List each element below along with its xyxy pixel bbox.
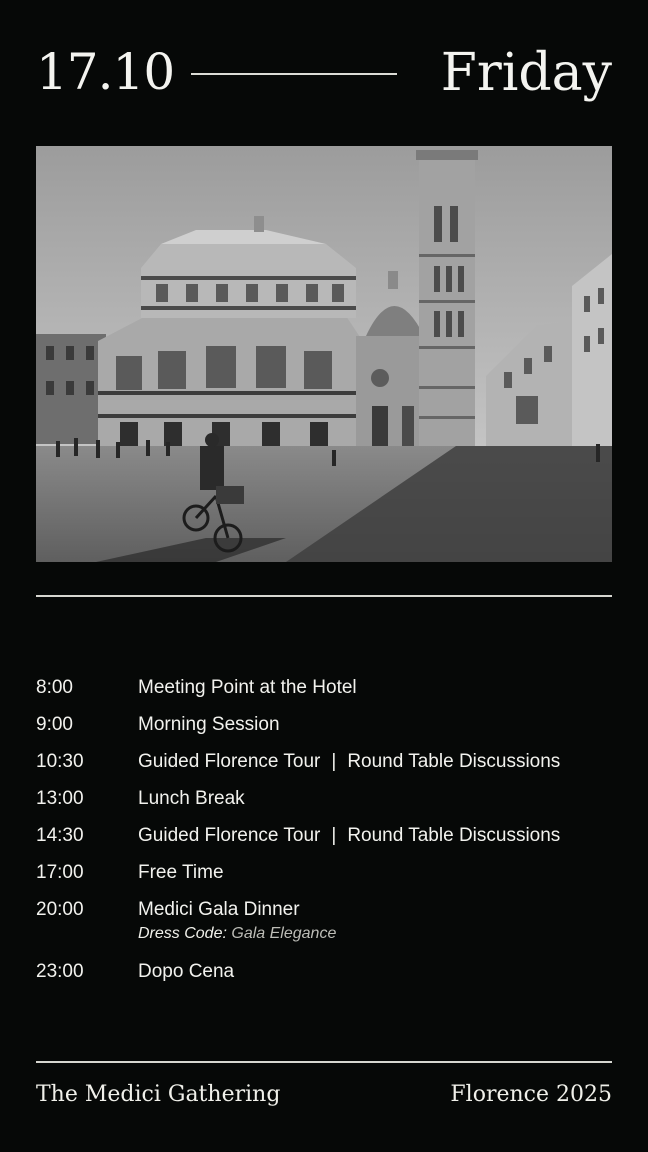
schedule-title: Medici Gala Dinner: [138, 899, 300, 920]
schedule-row: [36, 785, 612, 822]
date: 17.10: [36, 43, 175, 101]
schedule-row: [36, 748, 612, 785]
schedule-title: Morning Session: [138, 714, 280, 735]
schedule-title-part: Guided Florence Tour: [138, 751, 321, 772]
weekday: Friday: [440, 43, 612, 103]
schedule-time: 23:00: [36, 961, 84, 982]
schedule-row: [36, 896, 612, 958]
schedule-time: 20:00: [36, 899, 84, 920]
schedule-title: Lunch Break: [138, 788, 245, 809]
schedule-row: [36, 859, 612, 896]
schedule-row: [36, 674, 612, 711]
schedule-row: [36, 822, 612, 859]
schedule-title: Free Time: [138, 862, 224, 883]
dress-code-note: [138, 924, 612, 944]
schedule-row: [36, 711, 612, 748]
schedule-time: 13:00: [36, 788, 84, 809]
footer: [36, 1076, 612, 1116]
bottom-divider: [36, 1061, 612, 1063]
header: [36, 36, 612, 112]
schedule-title-part: Guided Florence Tour: [138, 825, 321, 846]
schedule-time: 10:30: [36, 751, 84, 772]
schedule-row: [36, 958, 612, 995]
schedule-title-part: Round Table Discussions: [347, 751, 561, 772]
top-divider: [36, 595, 612, 597]
schedule-time: 8:00: [36, 677, 73, 698]
schedule-time: 17:00: [36, 862, 84, 883]
schedule-title: [138, 748, 612, 776]
schedule-title: Dopo Cena: [138, 961, 235, 982]
schedule-title-part: Round Table Discussions: [347, 825, 561, 846]
florence-photo: [36, 146, 612, 562]
dress-code-label: Dress Code:: [138, 925, 227, 942]
location-year: Florence 2025: [450, 1082, 612, 1107]
schedule-title: [138, 822, 612, 850]
separator: |: [331, 751, 337, 772]
dress-code-value: Gala Elegance: [231, 925, 337, 942]
schedule-title: Meeting Point at the Hotel: [138, 677, 357, 698]
header-divider: [191, 73, 397, 75]
schedule-item: [138, 896, 612, 944]
schedule: [36, 674, 612, 995]
schedule-time: 14:30: [36, 825, 84, 846]
schedule-time: 9:00: [36, 714, 73, 735]
event-name: The Medici Gathering: [36, 1082, 281, 1107]
separator: |: [331, 825, 337, 846]
